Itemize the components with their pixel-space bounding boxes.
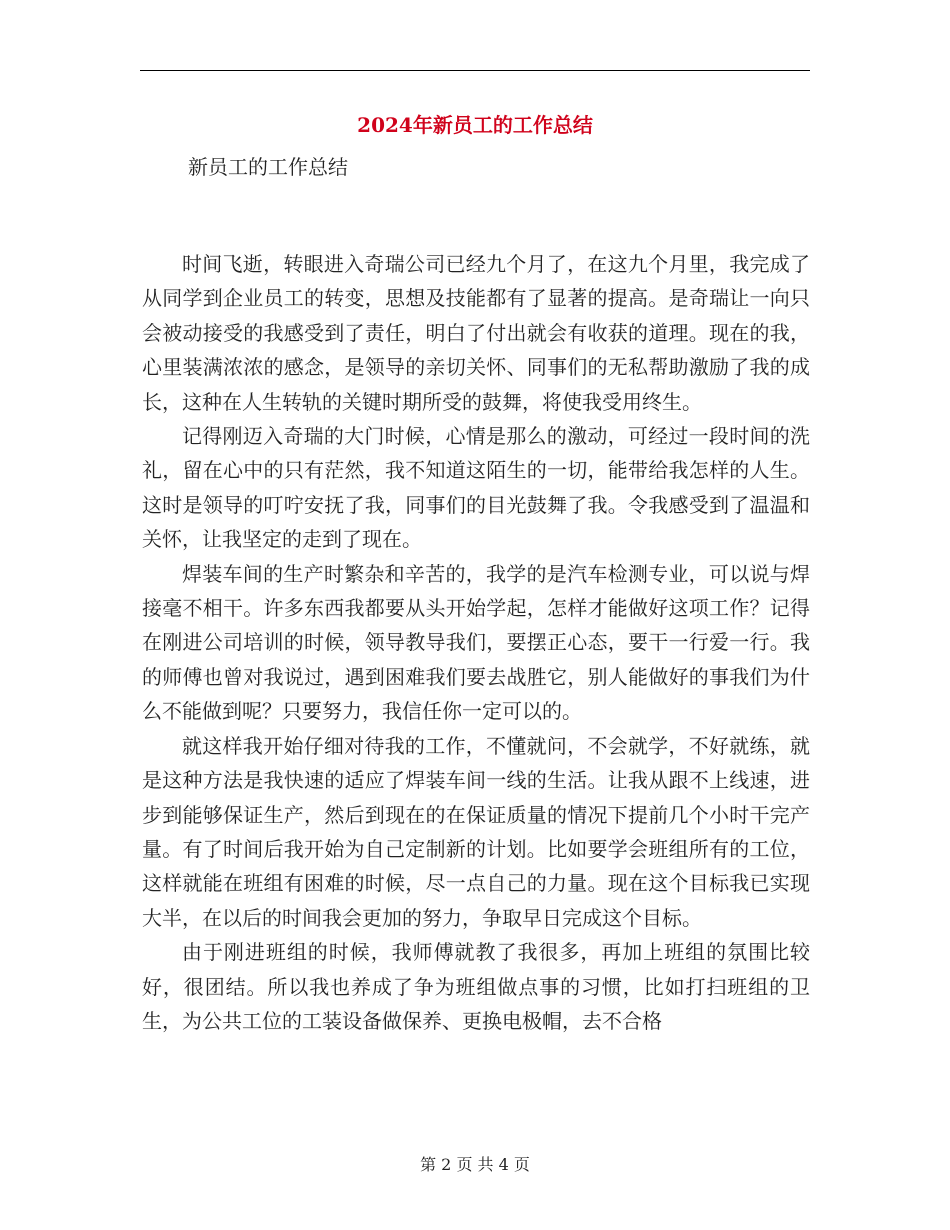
- document-title: 2024年新员工的工作总结: [357, 113, 593, 137]
- document-subtitle: 新员工的工作总结: [188, 155, 348, 179]
- body-paragraph: 由于刚进班组的时候，我师傅就教了我很多，再加上班组的氛围比较好，很团结。所以我也养成了争为班组做点事的习惯，比如打扫班组的卫生，为公共工位的工装设备做保养、更换电极帽，去不合格: [142, 940, 810, 1033]
- body-paragraph: 就这样我开始仔细对待我的工作，不懂就问，不会就学，不好就练，就是这种方法是我快速的适应了焊装车间一线的生活。让我从跟不上线速，进步到能够保证生产，然后到现在的在保证质量的情况下提前几个小时干完产量。有了时间后我开始为自己定制新的计划。比如要学会班组所有的工位，这样就能在班组有困难的时候，尽一点自己的力量。现在这个目标我已实现大半，在以后的时间我会更加的努力，争取早日完成这个目标。: [142, 733, 810, 930]
- header-rule: [140, 70, 810, 71]
- body-paragraph: 记得刚迈入奇瑞的大门时候，心情是那么的激动，可经过一段时间的洗礼，留在心中的只有茫然，我不知道这陌生的一切，能带给我怎样的人生。这时是领导的叮咛安抚了我，同事们的目光鼓舞了我。令我感受到了温温和关怀，让我坚定的走到了现在。: [142, 424, 810, 552]
- page-number-footer: 第 2 页 共 4 页: [420, 1155, 530, 1174]
- body-paragraph: 焊装车间的生产时繁杂和辛苦的，我学的是汽车检测专业，可以说与焊接毫不相干。许多东西我都要从头开始学起，怎样才能做好这项工作？记得在刚进公司培训的时候，领导教导我们，要摆正心态，要干一行爱一行。我的师傅也曾对我说过，遇到困难我们要去战胜它，别人能做好的事我们为什么不能做到呢？只要努力，我信任你一定可以的。: [142, 561, 810, 724]
- body-paragraph: 时间飞逝，转眼进入奇瑞公司已经九个月了，在这九个月里，我完成了从同学到企业员工的转变，思想及技能都有了显著的提高。是奇瑞让一向只会被动接受的我感受到了责任，明白了付出就会有收获的道理。现在的我，心里装满浓浓的感念，是领导的亲切关怀、同事们的无私帮助激励了我的成长，这种在人生转轨的关键时期所受的鼓舞，将使我受用终生。: [142, 252, 810, 414]
- document-body: [142, 247, 810, 1038]
